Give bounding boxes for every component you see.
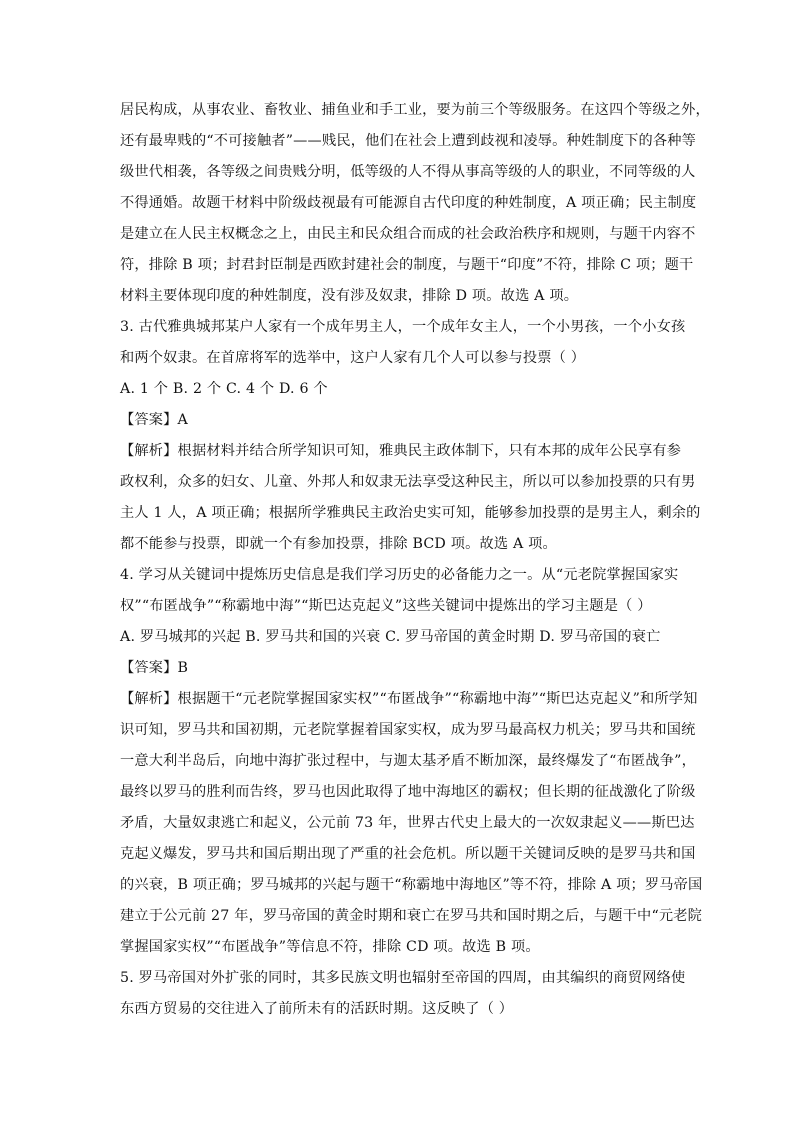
text-line: 还有最卑贱的“不可接触者”——贱民，他们在社会上遭到歧视和凌辱。种姓制度下的各种等 (120, 133, 697, 149)
analysis-text: 克起义爆发，罗马共和国后期出现了严重的社会危机。所以题干关键词反映的是罗马共和国 (120, 846, 696, 862)
analysis-text: 矛盾，大量奴隶逃亡和起义，公元前 73 年，世界古代史上最大的一次奴隶起义——斯巴达 (120, 815, 695, 831)
answer-label: 【答案】B (120, 660, 189, 676)
question-5-stem: 5. 罗马帝国对外扩张的同时，其多民族文明也辐射至帝国的四周，由其编织的商贸网络使 (120, 970, 686, 986)
question-4-stem: 4. 学习从关键词中提炼历史信息是我们学习历史的必备能力之一。从“元老院掌握国家实 (120, 567, 679, 583)
answer-label: 【答案】A (120, 412, 188, 428)
document-body (120, 95, 710, 1025)
analysis-text: 都不能参与投票，即就一个有参加投票，排除 BCD 项。故选 A 项。 (120, 536, 557, 552)
analysis-text: 政权利，众多的妇女、儿童、外邦人和奴隶无法享受这种民主，所以可以参加投票的只有男 (120, 474, 696, 490)
text-line: 材料主要体现印度的种姓制度，没有涉及奴隶，排除 D 项。故选 A 项。 (120, 288, 579, 304)
text-line: 是建立在人民主权概念之上，由民主和民众组合而成的社会政治秩序和规则，与题干内容不 (120, 226, 696, 242)
analysis-text: 建立于公元前 27 年，罗马帝国的黄金时期和衰亡在罗马共和国时期之后，与题干中“元老院 (120, 908, 703, 924)
text-line: 不得通婚。故题干材料中阶级歧视最有可能源自古代印度的种姓制度，A 项正确；民主制度 (120, 195, 697, 211)
analysis-text: 【解析】根据题干“元老院掌握国家实权”“布匿战争”“称霸地中海”“斯巴达克起义”和所学知 (120, 691, 698, 707)
question-3-stem: 3. 古代雅典城邦某户人家有一个成年男主人，一个成年女主人，一个小男孩，一个小女孩 (120, 319, 686, 335)
question-5-stem: 东西方贸易的交往进入了前所未有的活跃时期。这反映了（ ） (120, 1001, 514, 1017)
analysis-text: 识可知，罗马共和国初期，元老院掌握着国家实权，成为罗马最高权力机关；罗马共和国统 (120, 722, 696, 738)
text-line: 居民构成，从事农业、畜牧业、捕鱼业和手工业，要为前三个等级服务。在这四个等级之外， (120, 102, 710, 118)
analysis-text: 一意大利半岛后，向地中海扩张过程中，与迦太基矛盾不断加深，最终爆发了“布匿战争”， (120, 753, 697, 769)
analysis-text: 掌握国家实权”“布匿战争”等信息不符，排除 CD 项。故选 B 项。 (120, 939, 540, 955)
text-line: 级世代相袭，各等级之间贵贱分明，低等级的人不得从事高等级的人的职业，不同等级的人 (120, 164, 696, 180)
analysis-text: 【解析】根据材料并结合所学知识可知，雅典民主政体制下，只有本邦的成年公民享有参 (120, 443, 682, 459)
analysis-text: 主人 1 人，A 项正确；根据所学雅典民主政治史实可知，能够参加投票的是男主人，剩余的 (120, 505, 701, 521)
question-4-stem: 权”“布匿战争”“称霸地中海”“斯巴达克起义”这些关键词中提炼出的学习主题是（ ） (120, 598, 652, 614)
question-3-stem: 和两个奴隶。在首席将军的选举中，这户人家有几个人可以参与投票（ ） (120, 350, 586, 366)
analysis-text: 的兴衰，B 项正确；罗马城邦的兴起与题干“称霸地中海地区”等不符，排除 A 项；罗马帝国 (120, 877, 703, 893)
analysis-text: 最终以罗马的胜利而告终，罗马也因此取得了地中海地区的霸权；但长期的征战激化了阶级 (120, 784, 696, 800)
question-3-options: A. 1 个 B. 2 个 C. 4 个 D. 6 个 (120, 381, 328, 397)
question-4-options: A. 罗马城邦的兴起 B. 罗马共和国的兴衰 C. 罗马帝国的黄金时期 D. 罗马帝国的衰亡 (120, 629, 661, 645)
text-line: 符，排除 B 项；封君封臣制是西欧封建社会的制度，与题干“印度”不符，排除 C 项；题干 (120, 257, 694, 273)
